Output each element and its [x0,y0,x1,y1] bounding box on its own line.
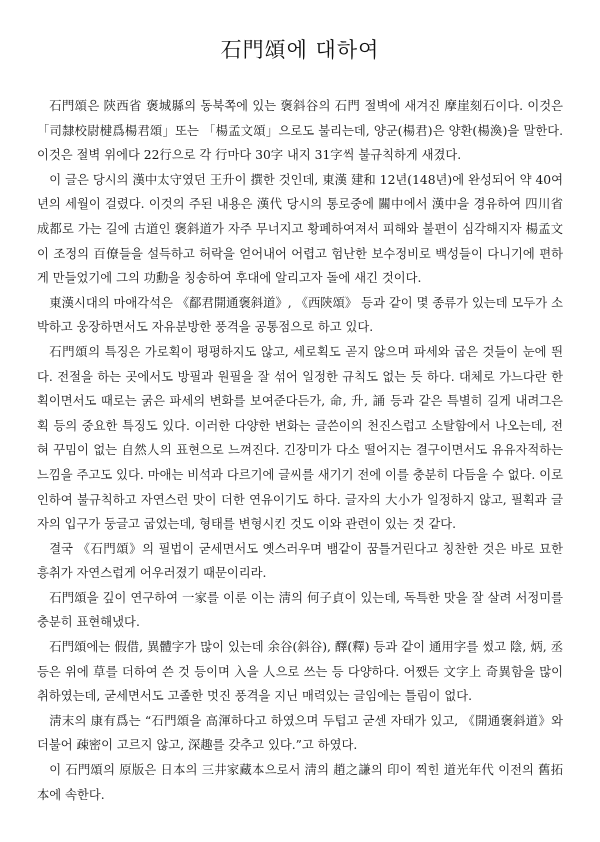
paragraph-characteristics: 石門頌의 특징은 가로획이 평평하지도 않고, 세로획도 곧지 않으며 파세와 굽은 것들이 눈에 띈다. 전절을 하는 곳에서도 방필과 원필을 잘 섞어 일정한 규칙도 없는 듯 하다. 대체로 가느다란 한 획이면서도 때로는 굵은 파세의 변화를 보여준다든가, 命, 升, 誦 등과 같은 특별히 길게 내려그은 획 등의 중요한 특징도 있다. 이러한 다양한 변화는 글쓴이의 천진스럽고 소탈함에서 나오는데, 전혀 꾸밈이 없는 自然人의 표현으로 느껴진다. 긴장미가 다소 떨어지는 결구이면서도 유유자적하는 느낌을 주고도 있다. 마애는 비석과 다르기에 글씨를 새기기 전에 이를 충분히 다듬을 수 없다. 이로 인하여 불규칙하고 자연스런 맛이 더한 연유이기도 하다. 글자의 大小가 일정하지 않고, 필획과 글자의 입구가 둥글고 굽었는데, 형태를 변형시킨 것도 이와 관련이 있는 것 같다. [37,344,563,532]
paragraph-brush-method: 결국 《石門頌》의 필법이 굳세면서도 옛스러우며 뱀같이 꿈틀거린다고 칭찬한 것은 바로 묘한 흥취가 자연스럽게 어우러졌기 때문이리라. [37,541,563,581]
document-title: 石門頌에 대하여 [220,38,380,62]
document-body [37,94,563,807]
paragraph-original-edition: 이 石門頌의 原版은 日本의 三井家藏本으로서 淸의 趙之謙의 印이 찍힌 道光年代 이전의 舊拓本에 속한다. [37,763,563,802]
paragraph-history: 이 글은 당시의 漢中太守였던 王升이 撰한 것인데, 東漢 建和 12년(148년)에 완성되어 약 40여 년의 세월이 걸렸다. 이것의 주된 내용은 漢代 당시의 통로중에 關中에서 漢中을 경유하여 四川省 成都로 가는 길에 古道인 褒斜道가 자주 무너지고 황폐하여져서 피해와 불편이 심각해지자 楊孟文이 조정의 百僚들을 설득하고 허락을 얻어내어 어렵고 험난한 보수정비로 백성들이 다니기에 편하게 만들었기에 그의 功勳을 칭송하여 후대에 알리고자 돌에 새긴 것이다. [37,172,563,286]
paragraph-intro: 石門頌은 陝西省 褒城縣의 동북쪽에 있는 褒斜谷의 石門 절벽에 새겨진 摩崖刻石이다. 이것은 「司隸校尉楗爲楊君頌」또는 「楊孟文頌」으로도 불리는데, 양군(楊君)은 양환(楊渙)을 말한다. 이것은 절벽 위에다 22行으로 각 行마다 30字 내지 31字씩 불규칙하게 새겼다. [37,99,563,163]
paragraph-he-zizhen: 石門頌을 깊이 연구하여 一家를 이룬 이는 淸의 何子貞이 있는데, 독특한 맛을 잘 살려 서정미를 충분히 표현해냈다. [37,590,563,630]
paragraph-kang-youwei: 淸末의 康有爲는 “石門頌을 高渾하다고 하였으며 두텁고 굳센 자태가 있고, 《開通褒斜道》와 더불어 疎密이 고르지 않고, 深趣를 갖추고 있다.”고 하였다. [37,713,563,753]
paragraph-east-han-inscriptions: 東漢시대의 마애각석은 《鄐君開通褒斜道》, 《西陝頌》 등과 같이 몇 종류가 있는데 모두가 소박하고 웅장하면서도 자유분방한 풍격을 공통점으로 하고 있다. [37,295,563,335]
paragraph-variant-characters: 石門頌에는 假借, 異體字가 많이 있는데 余谷(斜谷), 醳(釋) 등과 같이 通用字를 썼고 陰, 炳, 丞 등은 위에 草를 더하여 쓴 것 등이며 入을 人으로 쓰는 등 다양하다. 어쨌든 文字上 奇異함을 많이 취하였는데, 굳세면서도 고졸한 멋진 풍격을 지닌 매력있는 글임에는 틀림이 없다. [37,640,563,704]
